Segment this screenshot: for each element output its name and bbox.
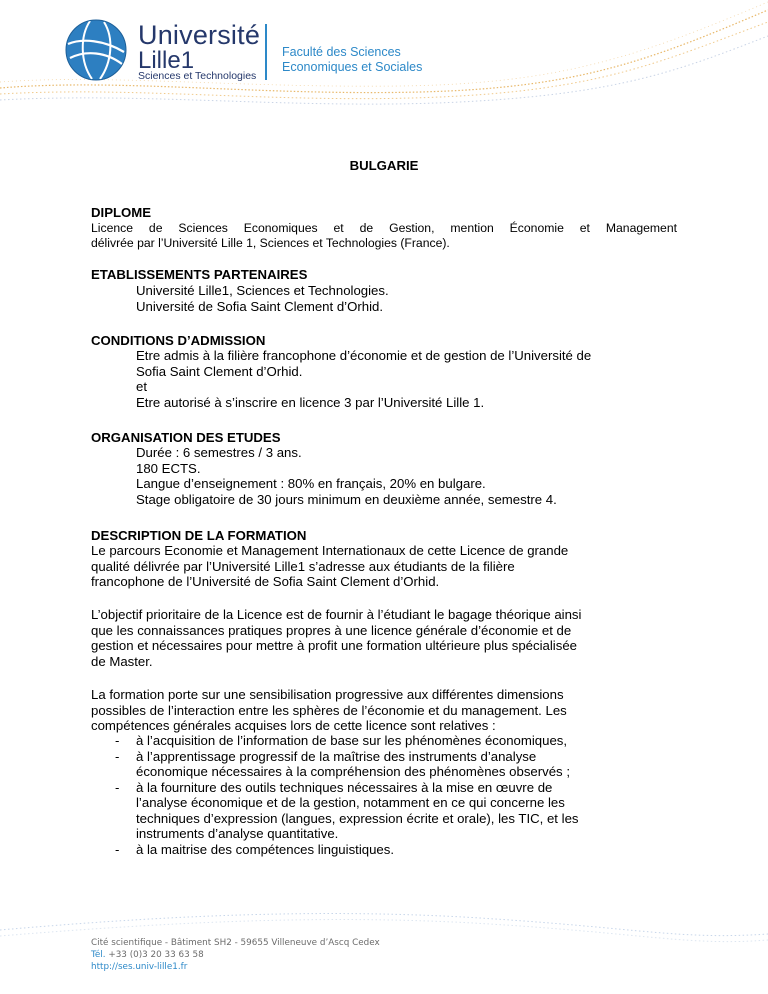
university-name: Université [138,20,261,50]
faculty-name [282,45,422,75]
partenaire-item: Université Lille1, Sciences et Technologies. [136,283,389,298]
university-subtitle: Sciences et Technologies [138,70,257,82]
admission-text [136,348,591,410]
admission-heading: CONDITIONS D’ADMISSION [91,333,266,348]
header-divider [265,24,267,80]
faculty-line-2: Economiques et Sociales [282,60,423,74]
diplome-heading: DIPLOME [91,205,152,220]
competences-list [91,733,579,857]
bullet-dash: - [115,779,120,795]
admission-line-3: et [136,379,147,394]
footer-tel-label: Tél. [91,950,106,960]
bullet-dash: - [115,733,120,748]
organisation-heading: ORGANISATION DES ETUDES [91,430,281,445]
text-line: possibles de l’interaction entre les sphères de l’économie et du management. Les [91,702,567,718]
organisation-item: Durée : 6 semestres / 3 ans. [136,445,302,460]
text-line: techniques d’expression (langues, expression écrite et orale), les TIC, et les [136,810,579,826]
partenaires-list [136,283,389,314]
footer-url-link[interactable]: http://ses.univ-lille1.fr [91,962,188,972]
text-line: économique nécessaires à la compréhension des phénomènes observés ; [136,764,570,779]
text-line: de Master. [91,653,153,669]
footer-phone [91,949,380,961]
description-heading: DESCRIPTION DE LA FORMATION [91,528,307,543]
organisation-list [136,445,557,507]
text-line: La formation porte sur une sensibilisation progressive aux différentes dimensions [91,687,564,702]
university-city: Lille1 [138,47,195,74]
text-line: à la maitrise des compétences linguistiques. [136,841,395,857]
text-line: gestion et nécessaires pour mettre à profit une formation ultérieure plus spécialisée [91,638,577,653]
text-line: francophone de l’Université de Sofia Saint Clement d’Orhid. [91,574,440,589]
list-item [91,842,579,858]
description-paragraph-1 [91,543,568,590]
description-paragraph-3 [91,687,567,734]
text-line: l’analyse économique et de la gestion, notamment en ce qui concerne les [136,795,565,810]
list-item [91,749,579,780]
bullet-dash: - [115,748,120,764]
admission-line-1: Etre admis à la filière francophone d’économie et de gestion de l’Université de [136,348,592,363]
diplome-text [91,221,677,251]
footer-tel: +33 (0)3 20 33 63 58 [108,950,204,960]
organisation-item: 180 ECTS. [136,460,201,476]
text-line: instruments d’analyse quantitative. [136,826,339,841]
text-line: L’objectif prioritaire de la Licence est de fournir à l’étudiant le bagage théorique ainsi [91,607,582,622]
text-line: à l’acquisition de l’information de base sur les phénomènes économiques, [136,733,568,748]
university-globe-logo [64,18,128,82]
text-line: que les connaissances pratiques propres à une licence générale d’économie et de [91,622,572,638]
diplome-line-2: délivrée par l’Université Lille 1, Sciences et Technologies (France). [91,236,450,250]
list-item [91,780,579,842]
admission-line-2: Sofia Saint Clement d’Orhid. [136,363,303,379]
partenaires-heading: ETABLISSEMENTS PARTENAIRES [91,267,308,282]
organisation-item: Langue d’enseignement : 80% en français, 20% en bulgare. [136,476,486,491]
text-line: Le parcours Economie et Management Internationaux de cette Licence de grande [91,543,569,558]
page-title: BULGARIE [349,158,419,173]
organisation-item: Stage obligatoire de 30 jours minimum en deuxième année, semestre 4. [136,491,557,507]
bullet-dash: - [115,841,120,857]
faculty-line-1: Faculté des Sciences [282,45,401,59]
footer-address: Cité scientifique - Bâtiment SH2 - 59655 Villeneuve d’Ascq Cedex [91,938,380,948]
text-line: compétences générales acquises lors de cette licence sont relatives : [91,718,496,733]
footer [91,937,380,973]
text-line: à l’apprentissage progressif de la maîtrise des instruments d’analyse [136,748,537,764]
text-line: à la fourniture des outils techniques nécessaires à la mise en œuvre de [136,779,553,795]
partenaire-item: Université de Sofia Saint Clement d’Orhid. [136,298,384,314]
text-line: qualité délivrée par l’Université Lille1 s’adresse aux étudiants de la filière [91,558,515,574]
admission-line-4: Etre autorisé à s’inscrire en licence 3 par l’Université Lille 1. [136,394,485,410]
list-item [91,733,579,749]
diplome-line-1: Licence de Sciences Economiques et de Gestion, mention Économie et Management [91,221,677,235]
description-paragraph-2 [91,607,581,669]
